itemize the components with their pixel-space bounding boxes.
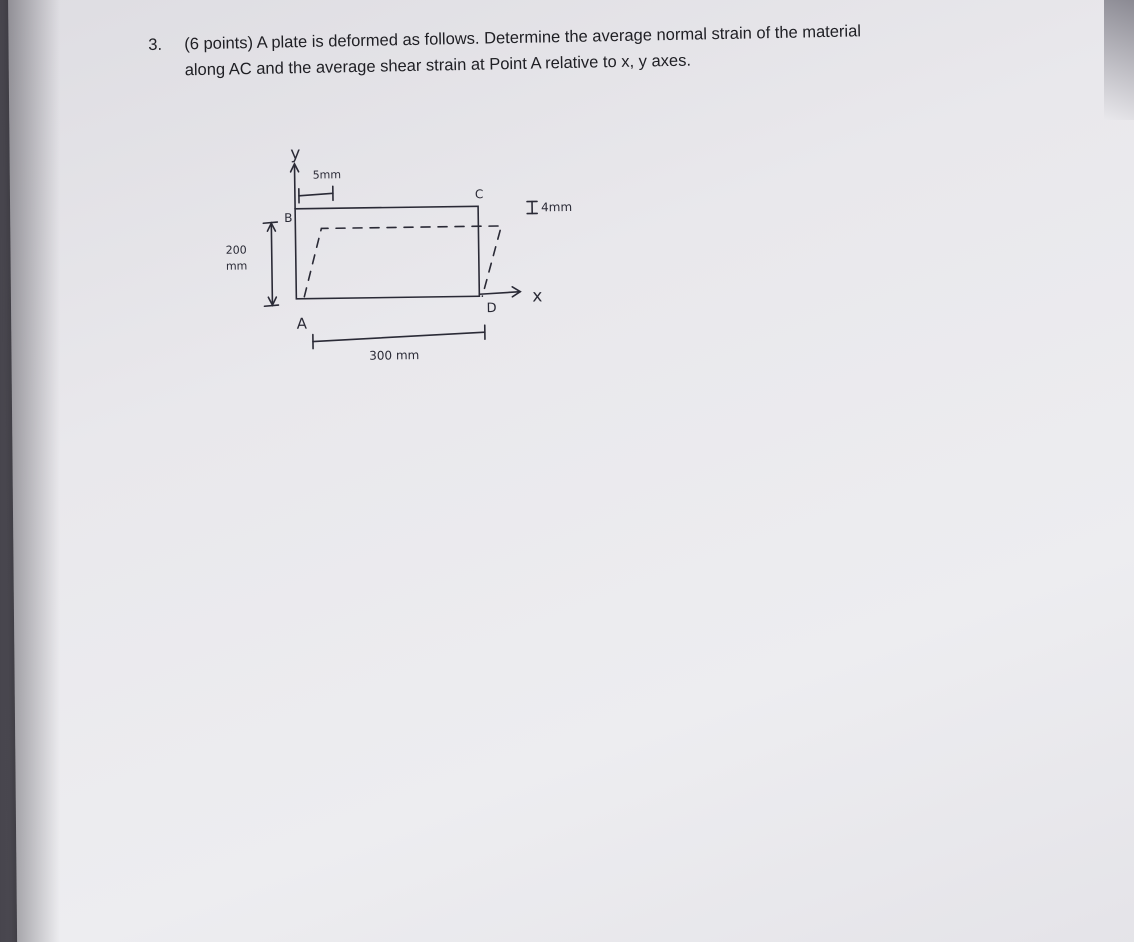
question-line-1-text: A plate is deformed as follows. Determine the average normal strain of the material (256, 22, 862, 52)
dim-5mm-label: 5mm (312, 168, 342, 182)
plate-original-outline (295, 206, 479, 299)
axis-x-label: x (532, 286, 543, 307)
dim-200mm-value: 200 (225, 243, 247, 257)
point-d-label: D (486, 301, 497, 317)
dim-4mm-label: 4mm (541, 199, 573, 215)
plate-deformed-outline (303, 226, 502, 299)
dim-200mm-unit: mm (225, 259, 248, 273)
plate-diagram-svg (210, 124, 633, 380)
dim-5mm-line (299, 193, 333, 195)
y-axis-line (294, 165, 295, 209)
question-number: 3. (148, 35, 163, 54)
question-points: (6 points) (184, 33, 254, 54)
point-c-label: C (474, 187, 484, 202)
question-line-2: along AC and the average shear strain at Point A relative to x, y axes. (184, 51, 692, 80)
dim-300mm-label: 300 mm (369, 348, 420, 363)
x-axis-line (479, 292, 520, 295)
point-b-label: B (284, 210, 293, 225)
dim-200mm-tick-bottom (264, 305, 278, 306)
point-a-label: A (296, 314, 308, 333)
background-edge (1104, 0, 1134, 120)
axis-y-label: y (290, 143, 301, 164)
dim-300mm-line (313, 332, 485, 341)
dim-200mm-line (271, 223, 272, 305)
plate-diagram (210, 124, 633, 380)
dim-200mm-tick-top (263, 222, 277, 223)
